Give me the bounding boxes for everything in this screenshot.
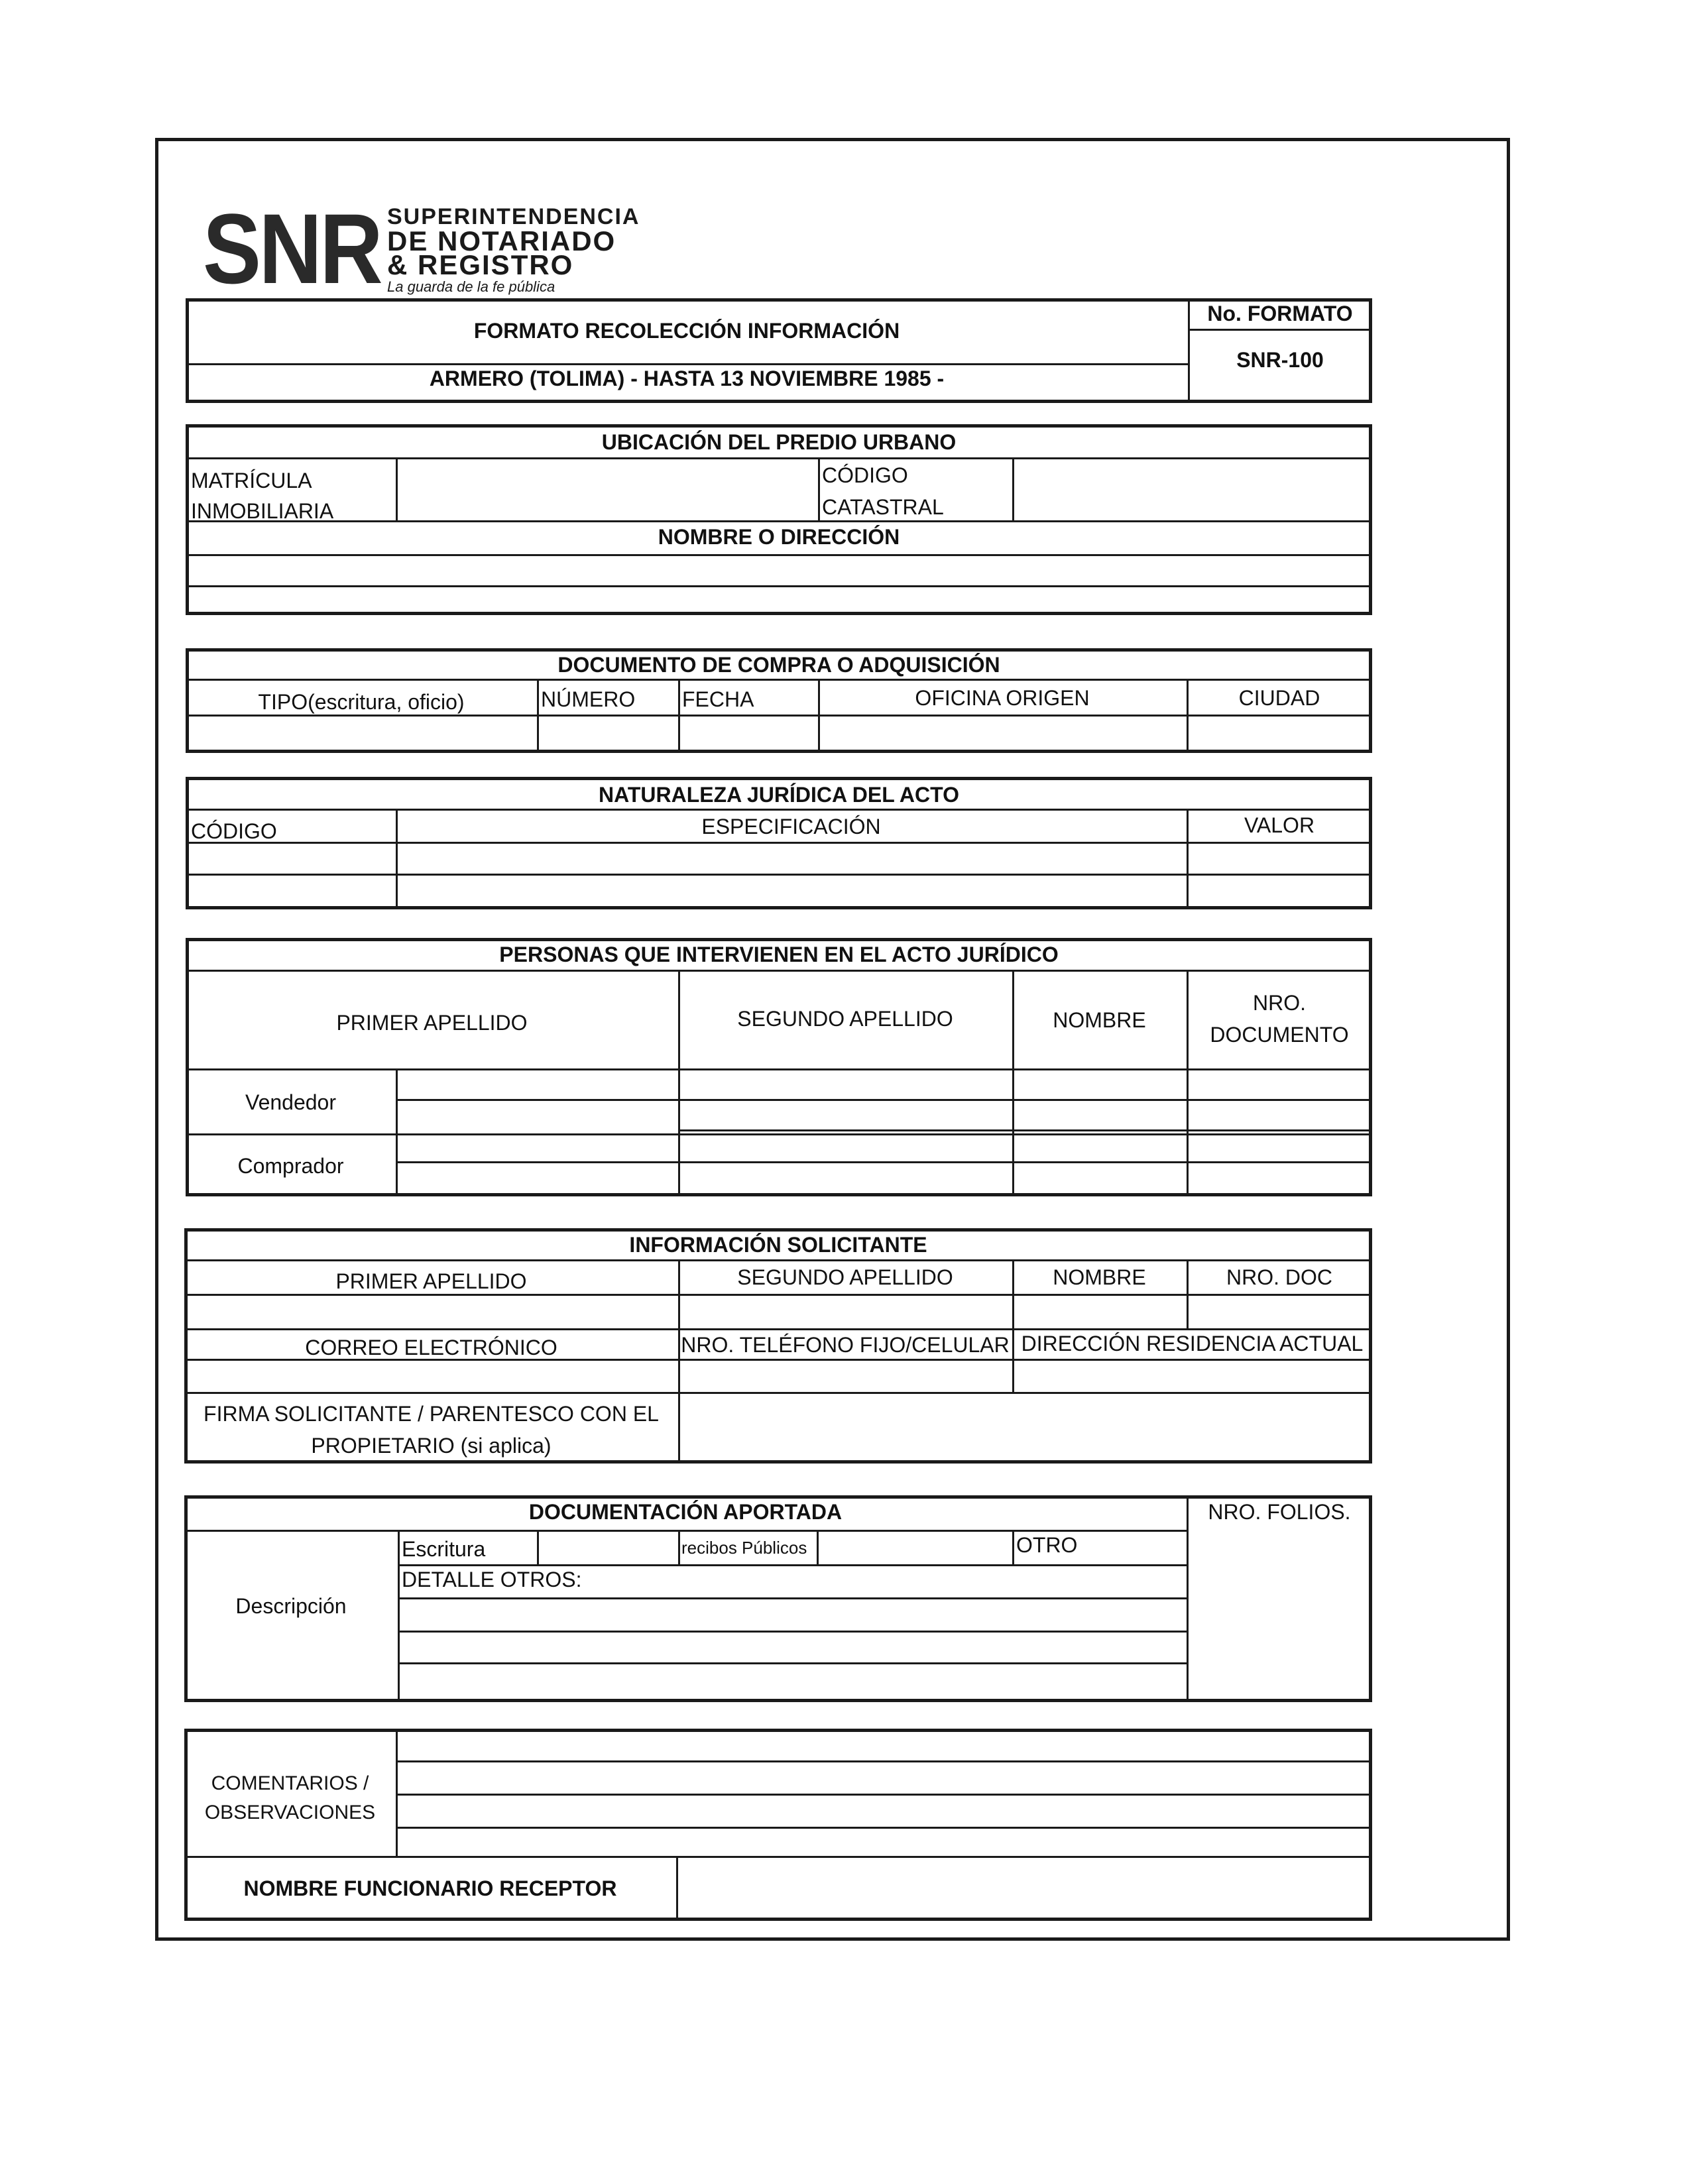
oficina-label: OFICINA ORIGEN (915, 686, 1090, 710)
nro-folios-field[interactable] (1189, 1531, 1370, 1699)
sol-nombre-label: NOMBRE (1053, 1265, 1146, 1289)
comprador-row[interactable] (398, 1135, 1370, 1194)
tipo-field[interactable] (188, 717, 536, 750)
descripcion-label: Descripción (235, 1594, 347, 1618)
matricula-label-1: MATRÍCULA (191, 469, 312, 492)
correo-label: CORREO ELECTRÓNICO (305, 1336, 557, 1359)
tipo-label: TIPO(escritura, oficio) (258, 690, 465, 714)
valor-label: VALOR (1244, 813, 1315, 837)
naturaleza-title: NATURALEZA JURÍDICA DEL ACTO (599, 783, 959, 807)
nro-documento-label-1: NRO. (1253, 991, 1306, 1015)
formato-value: SNR-100 (1236, 348, 1324, 372)
primer-apellido-label: PRIMER APELLIDO (336, 1011, 528, 1035)
fecha-label: FECHA (682, 687, 754, 711)
sol-primer-apellido-label: PRIMER APELLIDO (335, 1269, 527, 1293)
solicitante-datos-field[interactable] (187, 1296, 1370, 1326)
funcionario-label: NOMBRE FUNCIONARIO RECEPTOR (243, 1876, 617, 1900)
nro-documento-label-2: DOCUMENTO (1210, 1023, 1349, 1047)
logo-tagline: La guarda de la fe pública (387, 278, 555, 295)
detalle-otros-label: DETALLE OTROS: (402, 1568, 582, 1591)
direccion-field[interactable] (188, 556, 1370, 613)
telefono-label: NRO. TELÉFONO FIJO/CELULAR (681, 1333, 1010, 1357)
vendedor-label: Vendedor (245, 1090, 336, 1114)
matricula-label-2: INMOBILIARIA (191, 499, 334, 523)
segundo-apellido-label: SEGUNDO APELLIDO (737, 1007, 953, 1031)
documentacion-title: DOCUMENTACIÓN APORTADA (528, 1500, 843, 1524)
logo-line-3: & REGISTRO (387, 249, 574, 280)
firma-field[interactable] (680, 1394, 1370, 1460)
recibos-label: recibos Públicos (681, 1538, 807, 1558)
oficina-field[interactable] (820, 717, 1185, 750)
logo-line-1: SUPERINTENDENCIA (387, 204, 640, 229)
numero-field[interactable] (539, 717, 677, 750)
contacto-field[interactable] (187, 1361, 1370, 1391)
comentarios-label-2: OBSERVACIONES (204, 1802, 376, 1823)
funcionario-field[interactable] (678, 1858, 1370, 1918)
sol-segundo-apellido-label: SEGUNDO APELLIDO (737, 1265, 953, 1289)
numero-label: NÚMERO (541, 687, 636, 711)
solicitante-title: INFORMACIÓN SOLICITANTE (629, 1233, 927, 1257)
logo-text (387, 204, 640, 297)
codigo-label: CÓDIGO (191, 819, 277, 843)
recibos-checkbox[interactable] (819, 1532, 1011, 1562)
otro-field[interactable] (1014, 1532, 1185, 1562)
firma-label-2: PROPIETARIO (si aplica) (311, 1434, 552, 1458)
otro-label: OTRO (1016, 1533, 1078, 1557)
fecha-field[interactable] (680, 717, 817, 750)
form-subtitle: ARMERO (TOLIMA) - HASTA 13 NOVIEMBRE 1985 - (429, 367, 945, 390)
detalle-otros-field[interactable] (400, 1599, 1185, 1699)
codigo-catastral-label-2: CATASTRAL (822, 495, 944, 519)
codigo-catastral-label-1: CÓDIGO (822, 463, 908, 487)
nombre-label: NOMBRE (1053, 1008, 1146, 1032)
codigo-catastral-field[interactable] (1014, 459, 1370, 520)
formato-label: No. FORMATO (1207, 302, 1353, 325)
logo-mark: SNR (203, 193, 381, 304)
comentarios-label-1: COMENTARIOS / (211, 1772, 369, 1794)
direccion-residencia-label: DIRECCIÓN RESIDENCIA ACTUAL (1021, 1332, 1364, 1355)
comentarios-field[interactable] (398, 1732, 1370, 1855)
escritura-checkbox[interactable] (539, 1532, 677, 1562)
personas-title: PERSONAS QUE INTERVIENEN EN EL ACTO JURÍDICO (499, 943, 1059, 966)
firma-label-1: FIRMA SOLICITANTE / PARENTESCO CON EL (204, 1402, 659, 1426)
nro-folios-label: NRO. FOLIOS. (1208, 1500, 1351, 1524)
documento-title: DOCUMENTO DE COMPRA O ADQUISICIÓN (557, 653, 1000, 677)
logo-line-2: DE NOTARIADO (387, 225, 616, 257)
form-title: FORMATO RECOLECCIÓN INFORMACIÓN (473, 319, 900, 343)
matricula-field[interactable] (398, 459, 817, 520)
sol-nro-doc-label: NRO. DOC (1226, 1265, 1332, 1289)
ciudad-field[interactable] (1189, 717, 1370, 750)
comprador-label: Comprador (237, 1154, 344, 1178)
especificacion-label: ESPECIFICACIÓN (701, 815, 881, 838)
escritura-label: Escritura (402, 1537, 486, 1561)
ciudad-label: CIUDAD (1238, 686, 1320, 710)
nombre-direccion-label: NOMBRE O DIRECCIÓN (658, 525, 900, 549)
naturaleza-field[interactable] (188, 844, 1370, 907)
ubicacion-title: UBICACIÓN DEL PREDIO URBANO (601, 430, 957, 454)
vendedor-row[interactable] (398, 1070, 1370, 1132)
